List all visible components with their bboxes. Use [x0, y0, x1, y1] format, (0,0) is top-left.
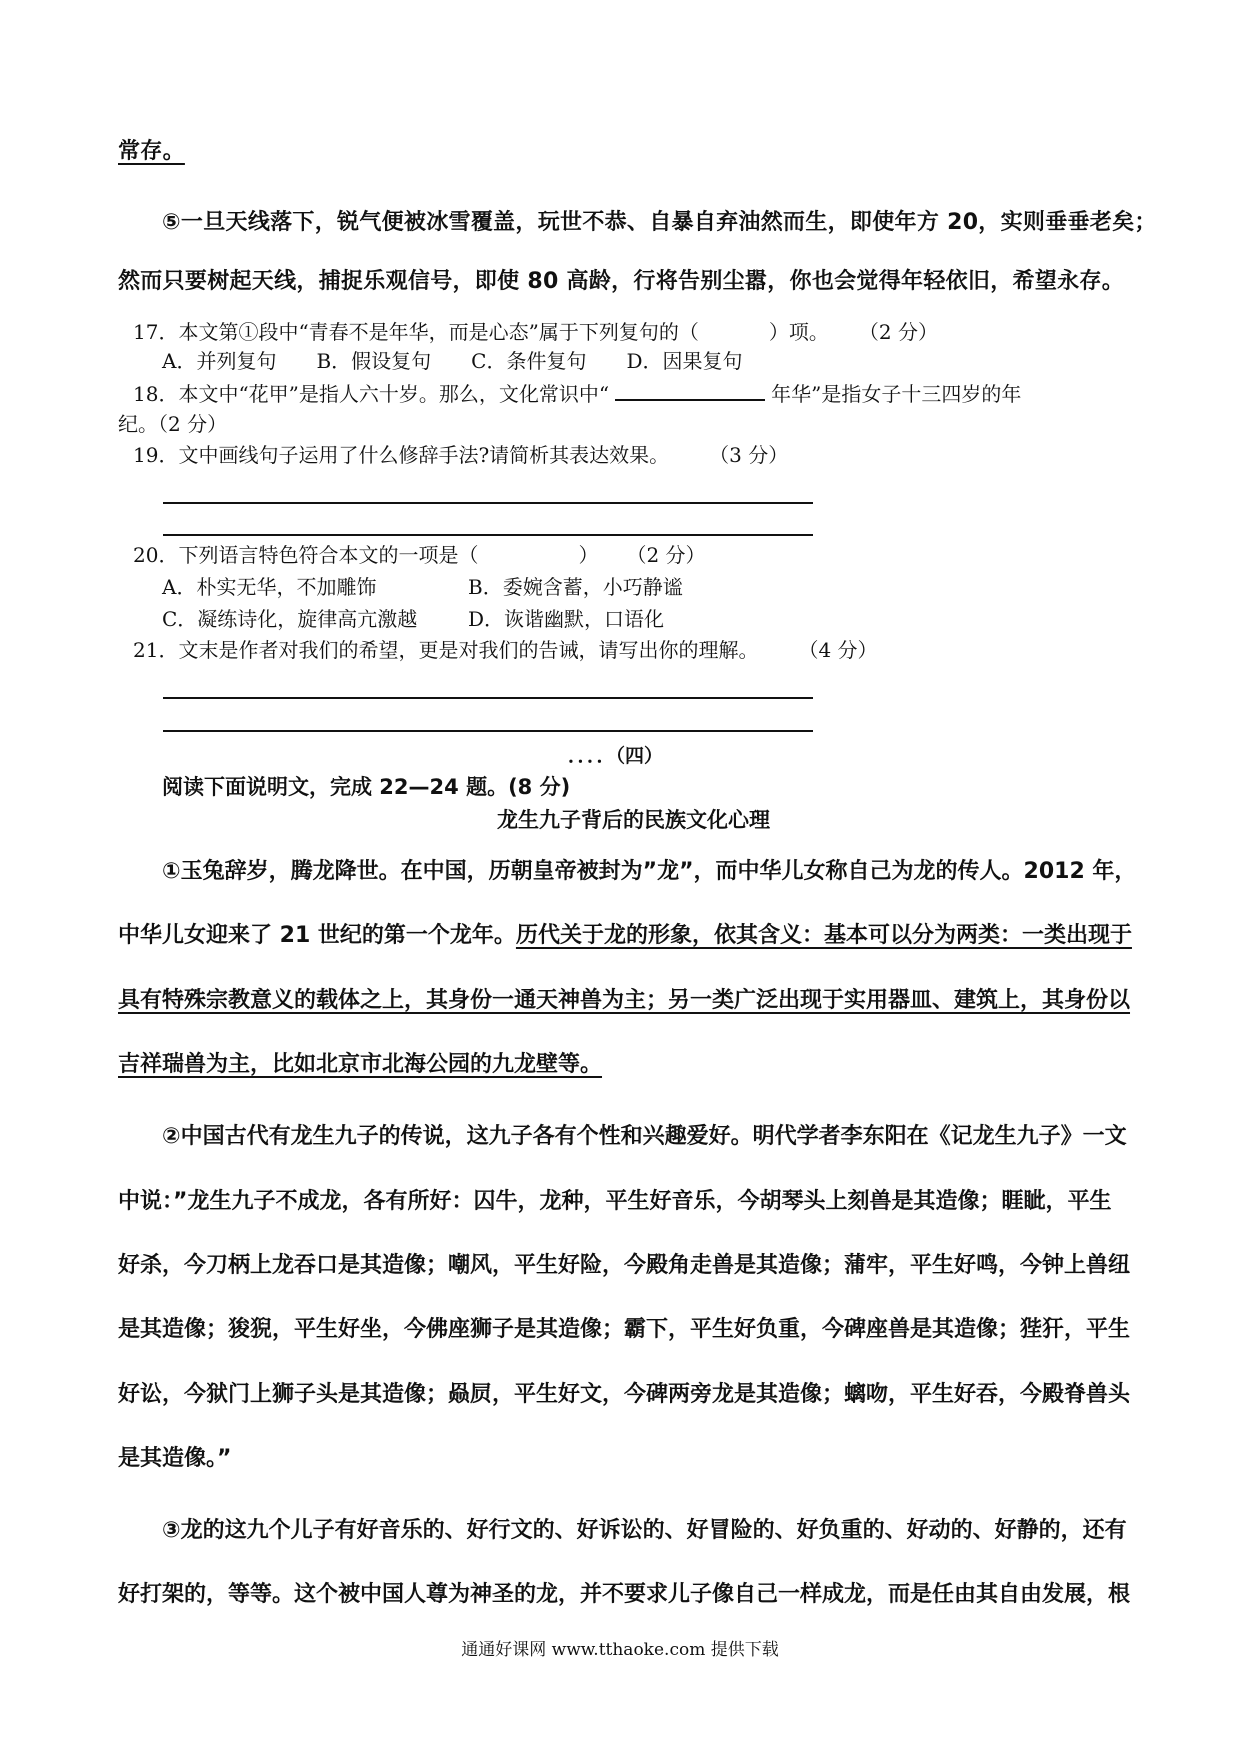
question-20-stem: 20．下列语言特色符合本文的一项是（: [133, 543, 479, 567]
question-18-stem-end: 年华”是指女子十三四岁的年: [771, 382, 1022, 406]
passage-paragraph-1-line-2: [118, 921, 1132, 951]
question-18-continuation: 纪。（2 分）: [118, 412, 228, 436]
passage-paragraph-5-line-2: 然而只要树起天线，捕捉乐观信号，即使 80 高龄，行将告别尘嚣，你也会觉得年轻依旧，希望永存。: [118, 269, 1125, 294]
question-21-score: （4 分）: [808, 638, 878, 662]
passage-paragraph-2-line-5: 好讼，今狱门上狮子头是其造像；赑屃，平生好文，今碑两旁龙是其造像；螭吻，平生好吞，今殿脊兽头: [118, 1382, 1131, 1407]
answer-line[interactable]: [163, 502, 813, 504]
underlined-sentence: 历代关于龙的形象，依其含义：基本可以分为两类：一类出现于: [515, 923, 1132, 948]
underlined-sentence-line-2: 具有特殊宗教意义的载体之上，其身份一通天神兽为主；另一类广泛出现于实用器皿、建筑上，其身份以: [118, 988, 1131, 1013]
passage-paragraph-3-line-2: 好打架的，等等。这个被中国人尊为神圣的龙，并不要求儿子像自己一样成龙，而是任由其自由发展，根: [118, 1582, 1131, 1607]
question-19-score: （3 分）: [719, 443, 789, 467]
question-20: [133, 541, 706, 569]
passage-paragraph-2-line-6: 是其造像。”: [118, 1446, 232, 1471]
question-17-stem-end: ）项。: [768, 320, 829, 344]
passage-paragraph-1-line-1: ①玉兔辞岁，腾龙降世。在中国，历朝皇帝被封为”龙”，而中华儿女称自己为龙的传人。2012 年，: [162, 859, 1137, 884]
question-18-stem: 18．本文中“花甲”是指人六十岁。那么，文化常识中“: [133, 382, 610, 406]
underlined-sentence-line-3: 吉祥瑞兽为主，比如北京市北海公园的九龙壁等。: [118, 1052, 603, 1077]
passage-paragraph-2-line-4: 是其造像；狻猊，平生好坐，今佛座狮子是其造像；霸下，平生好负重，今碑座兽是其造像；狴犴，平生: [118, 1317, 1131, 1342]
question-17-options: A．并列复句 B．假设复句 C．条件复句 D．因果复句: [162, 349, 743, 373]
question-20-option-d: D．诙谐幽默，口语化: [468, 607, 665, 631]
passage-paragraph-2-line-3: 好杀，今刀柄上龙吞口是其造像；嘲风，平生好险，今殿角走兽是其造像；蒲牢，平生好鸣，今钟上兽纽: [118, 1253, 1131, 1278]
answer-line[interactable]: [163, 697, 813, 699]
passage-paragraph-3-line-1: ③龙的这九个儿子有好音乐的、好行文的、好诉讼的、好冒险的、好负重的、好动的、好静的，还有: [162, 1518, 1127, 1543]
passage-text: 中华儿女迎来了 21 世纪的第一个龙年。: [118, 923, 516, 948]
question-17: [133, 318, 938, 346]
answer-line[interactable]: [163, 730, 813, 732]
question-18: [133, 379, 1021, 408]
question-21: [133, 636, 878, 664]
page-footer: 通通好课网 www.tthaoke.com 提供下载: [461, 1640, 779, 1660]
question-20-option-c: C．凝练诗化，旋律高亢激越: [162, 607, 418, 631]
passage-paragraph-2-line-1: ②中国古代有龙生九子的传说，这九子各有个性和兴趣爱好。明代学者李东阳在《记龙生九子》一文: [162, 1124, 1127, 1149]
question-20-option-a: A．朴实无华，不加雕饰: [162, 575, 377, 599]
answer-line[interactable]: [163, 534, 813, 536]
section-marker: ．．．．（四）: [568, 745, 664, 767]
answer-blank[interactable]: [615, 379, 765, 401]
question-21-stem: 21．文末是作者对我们的希望，更是对我们的告诫，请写出你的理解。: [133, 638, 759, 662]
passage-paragraph-2-line-2: 中说：”龙生九子不成龙，各有所好：囚牛，龙种，平生好音乐，今胡琴头上刻兽是其造像；睚眦，平生: [118, 1189, 1112, 1214]
question-20-option-b: B．委婉含蓄，小巧静谧: [468, 575, 683, 599]
question-19-stem: 19．文中画线句子运用了什么修辞手法?请简析其表达效果。: [133, 443, 670, 467]
passage-paragraph-5-line-1: ⑤一旦天线落下，锐气便被冰雪覆盖，玩世不恭、自暴自弃油然而生，即使年方 20，实则垂垂老矣；: [162, 210, 1157, 235]
section-instruction: 阅读下面说明文，完成 22—24 题。(8 分): [162, 775, 571, 799]
question-20-stem-end: ）: [578, 543, 599, 567]
question-17-score: （2 分）: [868, 320, 938, 344]
question-19: [133, 441, 788, 469]
question-17-stem: 17．本文第①段中“青春不是年华，而是心态”属于下列复句的（: [133, 320, 699, 344]
question-20-score: （2 分）: [636, 543, 706, 567]
article-title: 龙生九子背后的民族文化心理: [497, 808, 770, 832]
passage-line: 常存。: [118, 139, 185, 164]
